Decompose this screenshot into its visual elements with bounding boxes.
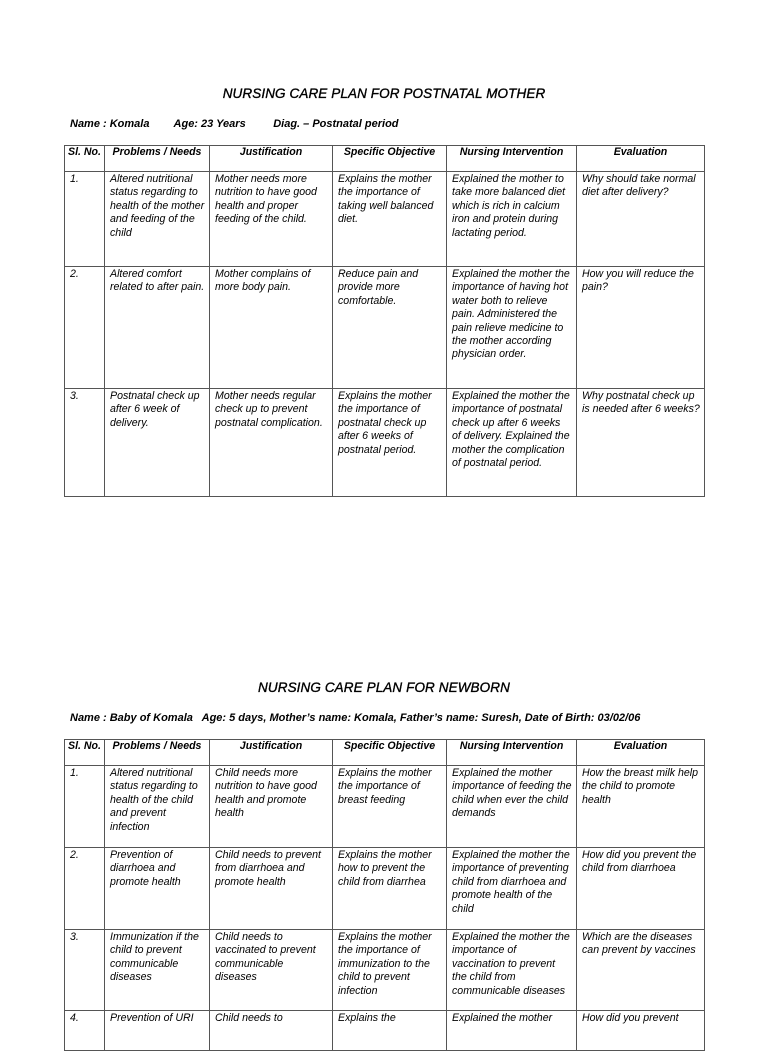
header-justification: Justification bbox=[210, 146, 333, 172]
cell-objective: Explains the mother how to prevent the child from diarrhea bbox=[333, 848, 447, 930]
cell-intervention: Explained the mother the importance of vaccination to prevent the child from communicable diseases bbox=[447, 930, 577, 1011]
cell-evaluation: How you will reduce the pain? bbox=[577, 267, 705, 389]
cell-evaluation: How did you prevent the child from diarrhoea bbox=[577, 848, 705, 930]
cell-intervention: Explained the mother to take more balanced diet which is rich in calcium iron and protein during lactating period. bbox=[447, 172, 577, 267]
cell-objective: Explains the bbox=[333, 1011, 447, 1051]
cell-justification: Mother needs regular check up to prevent postnatal complication. bbox=[210, 389, 333, 497]
cell-problem: Altered nutritional status regarding to health of the child and prevent infection bbox=[105, 766, 210, 848]
cell-problem: Prevention of diarrhoea and promote health bbox=[105, 848, 210, 930]
table-row bbox=[65, 848, 705, 930]
header-sl-no: Sl. No. bbox=[65, 740, 105, 766]
cell-sl-no: 2. bbox=[65, 267, 105, 389]
header-sl-no: Sl. No. bbox=[65, 146, 105, 172]
header-justification: Justification bbox=[210, 740, 333, 766]
table-row bbox=[65, 930, 705, 1011]
cell-intervention: Explained the mother importance of feeding the child when ever the child demands bbox=[447, 766, 577, 848]
header-intervention: Nursing Intervention bbox=[447, 740, 577, 766]
cell-sl-no: 2. bbox=[65, 848, 105, 930]
care-plan-title-newborn: NURSING CARE PLAN FOR NEWBORN bbox=[258, 680, 510, 695]
table-row bbox=[65, 1011, 705, 1051]
header-objective: Specific Objective bbox=[333, 146, 447, 172]
cell-intervention: Explained the mother the importance of having hot water both to relieve pain. Administered the pain relieve medicine to the mother according physician order. bbox=[447, 267, 577, 389]
table-header-row bbox=[65, 740, 705, 766]
patient-diagnosis: Diag. – Postnatal period bbox=[273, 118, 399, 130]
cell-problem: Postnatal check up after 6 week of delivery. bbox=[105, 389, 210, 497]
patient-info-mother bbox=[70, 118, 399, 130]
table-row bbox=[65, 172, 705, 267]
header-problems: Problems / Needs bbox=[105, 146, 210, 172]
table-row bbox=[65, 389, 705, 497]
cell-evaluation: Why should take normal diet after delivery? bbox=[577, 172, 705, 267]
cell-justification: Mother complains of more body pain. bbox=[210, 267, 333, 389]
header-intervention: Nursing Intervention bbox=[447, 146, 577, 172]
cell-problem: Prevention of URI bbox=[105, 1011, 210, 1051]
cell-objective: Explains the mother the importance of immunization to the child to prevent infection bbox=[333, 930, 447, 1011]
cell-intervention: Explained the mother the importance of postnatal check up after 6 weeks of delivery. Explained the mother the complication of postnatal period. bbox=[447, 389, 577, 497]
cell-justification: Child needs more nutrition to have good health and promote health bbox=[210, 766, 333, 848]
header-evaluation: Evaluation bbox=[577, 146, 705, 172]
cell-objective: Explains the mother the importance of breast feeding bbox=[333, 766, 447, 848]
patient-info-newborn: Name : Baby of Komala Age: 5 days, Mother’s name: Komala, Father’s name: Suresh, Date of Birth: 03/02/06 bbox=[70, 712, 641, 724]
cell-justification: Child needs to bbox=[210, 1011, 333, 1051]
table-row bbox=[65, 766, 705, 848]
header-objective: Specific Objective bbox=[333, 740, 447, 766]
cell-sl-no: 1. bbox=[65, 172, 105, 267]
cell-evaluation: How the breast milk help the child to promote health bbox=[577, 766, 705, 848]
cell-objective: Explains the mother the importance of postnatal check up after 6 weeks of postnatal period. bbox=[333, 389, 447, 497]
cell-sl-no: 3. bbox=[65, 389, 105, 497]
cell-sl-no: 3. bbox=[65, 930, 105, 1011]
patient-age: Age: 23 Years bbox=[173, 118, 246, 130]
patient-name: Name : Komala bbox=[70, 118, 150, 130]
cell-sl-no: 1. bbox=[65, 766, 105, 848]
cell-justification: Child needs to vaccinated to prevent communicable diseases bbox=[210, 930, 333, 1011]
table-row bbox=[65, 267, 705, 389]
care-plan-title-mother: NURSING CARE PLAN FOR POSTNATAL MOTHER bbox=[222, 86, 546, 101]
care-plan-table-newborn bbox=[64, 739, 705, 1051]
cell-justification: Child needs to prevent from diarrhoea and promote health bbox=[210, 848, 333, 930]
cell-evaluation: How did you prevent bbox=[577, 1011, 705, 1051]
cell-problem: Immunization if the child to prevent communicable diseases bbox=[105, 930, 210, 1011]
cell-evaluation: Why postnatal check up is needed after 6 weeks? bbox=[577, 389, 705, 497]
header-problems: Problems / Needs bbox=[105, 740, 210, 766]
cell-intervention: Explained the mother bbox=[447, 1011, 577, 1051]
header-evaluation: Evaluation bbox=[577, 740, 705, 766]
cell-objective: Reduce pain and provide more comfortable. bbox=[333, 267, 447, 389]
cell-objective: Explains the mother the importance of taking well balanced diet. bbox=[333, 172, 447, 267]
cell-evaluation: Which are the diseases can prevent by vaccines bbox=[577, 930, 705, 1011]
cell-intervention: Explained the mother the importance of preventing child from diarrhoea and promote health of the child bbox=[447, 848, 577, 930]
cell-problem: Altered nutritional status regarding to health of the mother and feeding of the child bbox=[105, 172, 210, 267]
cell-justification: Mother needs more nutrition to have good health and proper feeding of the child. bbox=[210, 172, 333, 267]
table-header-row bbox=[65, 146, 705, 172]
cell-sl-no: 4. bbox=[65, 1011, 105, 1051]
cell-problem: Altered comfort related to after pain. bbox=[105, 267, 210, 389]
care-plan-table-mother bbox=[64, 145, 705, 497]
